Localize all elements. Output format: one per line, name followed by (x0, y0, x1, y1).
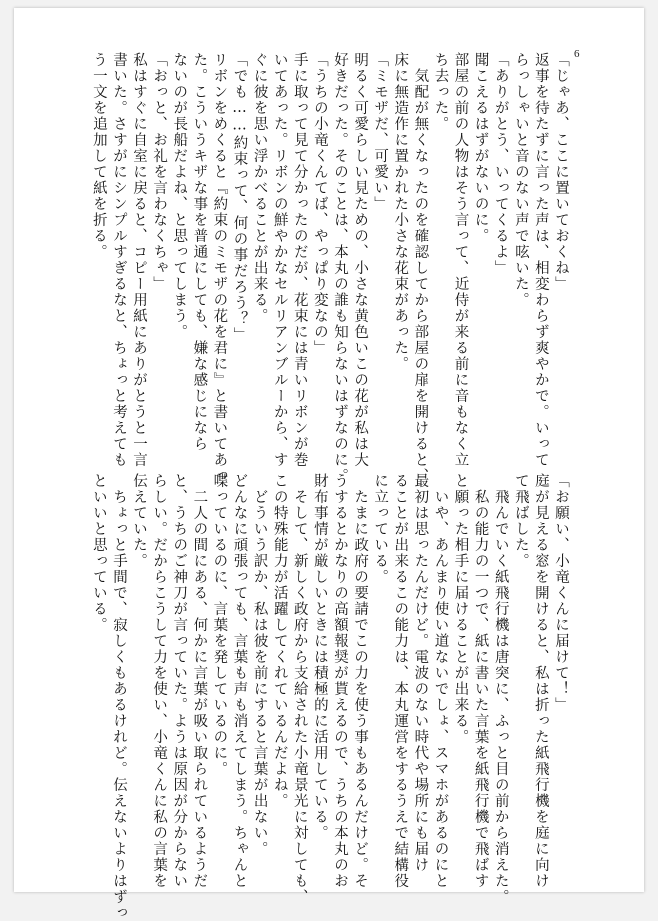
text-line: 「うちの小竜くんてば、やっぱり変なの」 (311, 52, 328, 356)
text-line: 気配が無くなったのを確認してから部屋の扉を開けると、 (412, 52, 429, 484)
text-line: に立っている。 (372, 473, 389, 585)
text-line: いや、あんまり使い道ないでしょ、スマホがあるのにと (432, 473, 449, 889)
text-block-bottom (90, 473, 571, 921)
text-line: この特殊能力が活躍してくれているんだよね。 (271, 473, 288, 809)
text-line: らっしゃいと音のない声で呟いた。 (512, 52, 529, 308)
text-line: どういう訳か、私は彼を前にすると言葉が出ない。 (251, 473, 268, 857)
text-line: 床に無造作に置かれた小さな花束があった。 (392, 52, 409, 372)
text-line: 「お願い、小竜くんに届けて！」 (553, 473, 569, 713)
text-line: 私はすぐに自室に戻ると、コピー用紙にありがとうと一言 (131, 52, 148, 468)
page-number: 6 (574, 48, 580, 60)
text-line: 伝えていた。 (131, 473, 148, 569)
text-line: 書いた。さすがにシンプルすぎるなと、ちょっと考えても (110, 52, 127, 468)
text-line: らしい。だからこうして力を使い、小竜くんに私の言葉を (151, 473, 168, 889)
text-line: 「ミモザだ、可愛い」 (372, 52, 389, 212)
book-page (14, 8, 644, 921)
text-line: 返事を待たずに言った声は、相変わらず爽やかで。いって (532, 52, 549, 468)
text-line: たまに政府の要請でこの力を使う事もあるんだけど。そ (352, 473, 369, 889)
text-line: て飛ばした。 (512, 473, 529, 569)
text-line: 「おっと、お礼を言わなくちゃ」 (151, 52, 168, 292)
text-line: ぐに彼を思い浮かべることが出来る。 (251, 52, 268, 324)
text-line: と、うちのご神刀が言っていた。ようは原因が分からない (171, 473, 188, 889)
text-line: 私の能力の一つで、紙に書いた言葉を紙飛行機で飛ばす (472, 473, 489, 889)
text-line: 最初は思ったんだけど。電波のない時代や場所にも届け (412, 473, 429, 873)
text-line: ることが出来るこの能力は、本丸運営をするうえで結構役 (392, 473, 409, 889)
text-line: ちょっと手間で、寂しくもあるけれど。伝えないよりはずっ (110, 473, 127, 921)
text-line: う一文を追加して紙を折る。 (90, 52, 107, 260)
text-line: リボンをめくると『約束のミモザの花を君に』と書いてあっ (211, 52, 228, 484)
text-line: 手に取って見て分かったのだが、花束には青いリボンが巻 (291, 52, 308, 468)
text-line: 明るく可愛らしい見ための、小さな黄色いこの花が私は大 (352, 52, 369, 468)
text-line: 二人の間にある、何かに言葉が吸い取られているようだ (191, 473, 208, 889)
text-line: 庭が見える窓を開けると、私は折った紙飛行機を庭に向け (532, 473, 549, 889)
text-line: 聞こえるはずがないのに。 (472, 52, 489, 244)
text-line: 財布事情が厳しいときには積極的に活用している。 (311, 473, 328, 841)
text-line: 部屋の前の人物はそう言って、近侍が来る前に音もなく立 (452, 52, 469, 468)
text-line: 喋っているのに、言葉を発しているのに。 (211, 473, 228, 777)
text-line: 飛んでいく紙飛行機は唐突に、ふっと目の前から消えた。 (492, 473, 509, 905)
text-line: どんなに頑張っても、言葉も声も消えてしまう。ちゃんと (231, 473, 248, 889)
text-line: うするとかなりの高額報奨が貰えるので、うちの本丸のお (331, 473, 348, 889)
text-line: と願った相手に届けることが出来る。 (452, 473, 469, 745)
text-line: 好きだった。そのことは、本丸の誰も知らないはずなのに。 (331, 52, 348, 484)
text-line: 「でも……約束って、何の事だろう？」 (231, 52, 248, 343)
text-line: ち去った。 (432, 52, 449, 132)
text-block-top (90, 52, 571, 484)
text-line: といいと思っている。 (90, 473, 107, 633)
text-line: ないのが長船だよね、と思ってしまう。 (171, 52, 188, 340)
text-line: た。こういうキザな事を普通にしても、嫌な感じになら (191, 52, 208, 452)
text-line: そして、新しく政府から支給された小竜景光に対しても、 (291, 473, 308, 905)
text-line: 「ありがとう、いってくるよ」 (492, 52, 509, 276)
text-line: 「じゃあ、ここに置いておくね」 (553, 52, 569, 292)
text-line: いてあった。リボンの鮮やかなセルリアンブルーから、す (271, 52, 288, 468)
